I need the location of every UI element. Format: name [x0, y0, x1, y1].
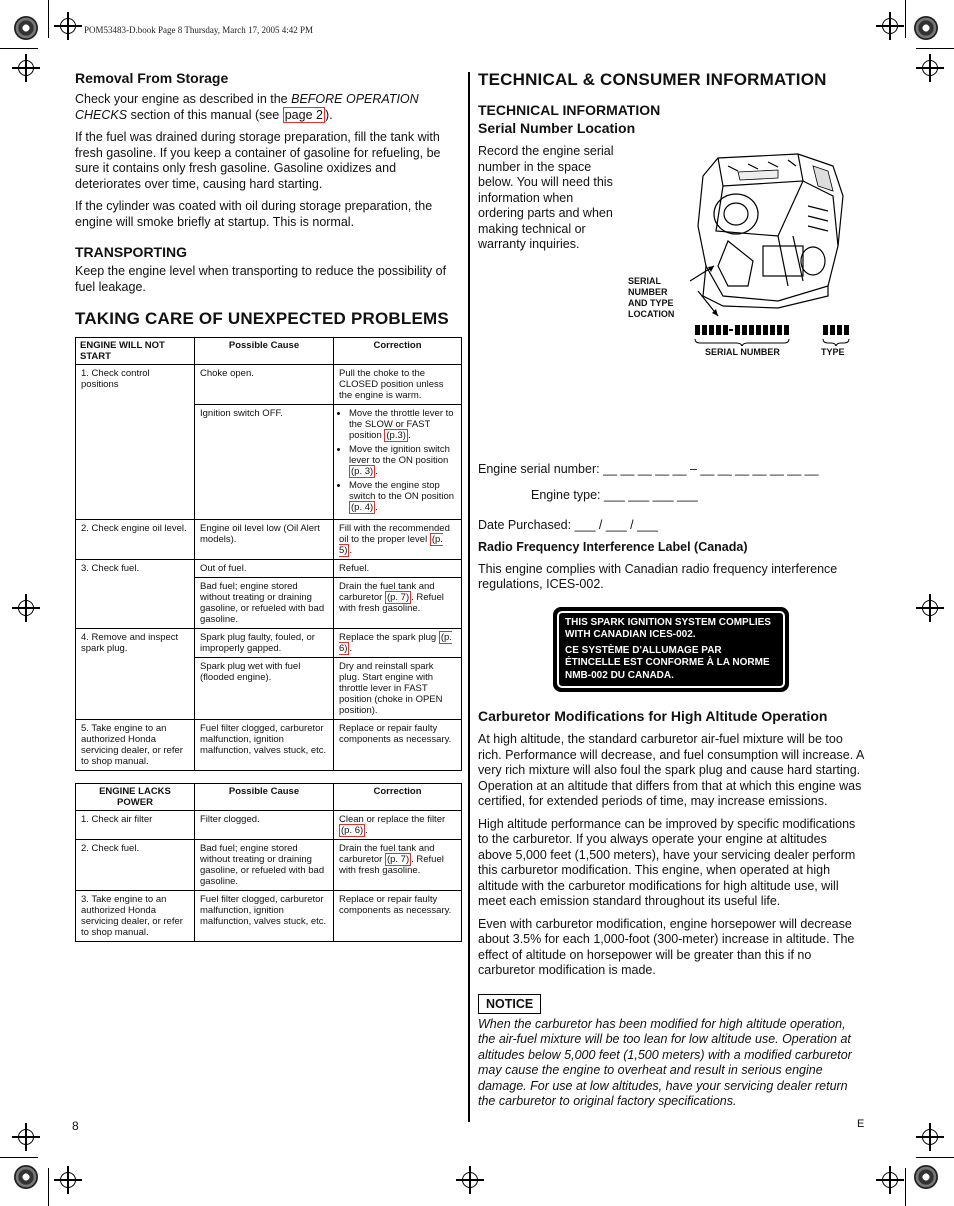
table-cell: 4. Remove and inspect spark plug. [76, 629, 195, 720]
table-cell: Clean or replace the filter (p. 6) . [334, 811, 462, 840]
table-row [76, 560, 462, 578]
table-cell: 2. Check fuel. [76, 840, 195, 891]
table-cell: Bad fuel; engine stored without treating or draining gasoline, or refueled with bad gasoline. [195, 840, 334, 891]
table-header-row [76, 338, 462, 365]
table-cell: Drain the fuel tank and carburetor (p. 7) . Refuel with fresh gasoline. [334, 578, 462, 629]
color-registration-mark [914, 1165, 938, 1189]
serial-number-callout: SERIAL NUMBER AND TYPE LOCATION [628, 276, 675, 319]
carburetor-paragraph-2: High altitude performance can be improved by specific modifications to the carburetor. If you always operate your engine at altitudes above 5,000 feet (1,500 meters), have your servicing dealer perform this carburetor modification. This engine, when operated at high altitude with the carburetor modifications for high altitude use, will meet each emission standard throughout its useful life. [478, 816, 856, 908]
registration-crosshair-icon [882, 1172, 898, 1188]
engine-will-not-start-table [75, 337, 462, 771]
column-header: ENGINE WILL NOT START [76, 338, 195, 365]
registration-crosshair-icon [18, 600, 34, 616]
registration-crosshair-icon [922, 1129, 938, 1145]
crop-mark [0, 48, 38, 49]
table-cell: Filter clogged. [195, 811, 334, 840]
removal-paragraph-3: If the cylinder was coated with oil during storage preparation, the engine will smoke briefly at startup. This is normal. [75, 199, 433, 229]
table-row [76, 811, 462, 840]
column-header: Correction [334, 338, 462, 365]
table-cell: 2. Check engine oil level. [76, 520, 195, 560]
table-cell: Fill with the recommended oil to the proper level (p. 5) . [334, 520, 462, 560]
table-row [76, 629, 462, 658]
table-cell: 3. Check fuel. [76, 560, 195, 629]
page-ref-link[interactable]: (p. 6) [339, 632, 452, 654]
notice-paragraph: When the carburetor has been modified for high altitude operation, the air-fuel mixture will be too lean for low altitude use. Operation at altitudes below 5,000 feet (1,500 meters) with a modified carburetor may cause the engine to overheat and result in serious engine damage. For use at low altitudes, have your servicing dealer return the carburetor to original factory specifications. [478, 1016, 852, 1108]
registration-crosshair-icon [18, 1129, 34, 1145]
registration-crosshair-icon [922, 60, 938, 76]
column-header: Possible Cause [195, 784, 334, 811]
table-cell: Fuel filter clogged, carburetor malfunction, ignition malfunction, valves stuck, etc. [195, 891, 334, 942]
column-header: ENGINE LACKS POWER [76, 784, 195, 811]
page-ref-link[interactable]: (p. 6) [341, 825, 364, 836]
table-row [76, 365, 462, 405]
table-cell: Replace or repair faulty components as necessary. [334, 891, 462, 942]
engine-lacks-power-table [75, 783, 462, 942]
table-row [76, 520, 462, 560]
page-ref-link[interactable]: (p. 7) [386, 854, 410, 865]
transporting-paragraph: Keep the engine level when transporting to reduce the possibility of fuel leakage. [75, 264, 447, 294]
color-registration-mark [14, 1165, 38, 1189]
table-row [76, 891, 462, 942]
page-ref-link[interactable]: (p. 4) [351, 502, 374, 513]
engine-type-field[interactable]: Engine type: ___ ___ ___ ___ [531, 488, 698, 502]
transporting-heading: TRANSPORTING [75, 244, 187, 260]
crop-mark [905, 0, 906, 38]
carburetor-paragraph-1: At high altitude, the standard carburetor air-fuel mixture will be too rich. Performance will decrease, and fuel consumption will increase. A very rich mixture will also foul the spark plug and cause hard starting. Operation at an altitude that differs from that at which this engine was certified, for extended periods of time, may increase emissions. [478, 732, 864, 808]
engine-serial-number-field[interactable]: Engine serial number: __ __ __ __ __ – __ __ __ __ __ __ __ [478, 462, 819, 476]
table-cell: Spark plug wet with fuel (flooded engine). [195, 658, 334, 720]
color-registration-mark [14, 16, 38, 40]
removal-from-storage-heading: Removal From Storage [75, 70, 229, 86]
left-column [75, 70, 463, 954]
page-ref-link[interactable]: (p. 3) [351, 466, 374, 477]
color-registration-mark [914, 16, 938, 40]
table-cell: 3. Take engine to an authorized Honda servicing dealer, or refer to shop manual. [76, 891, 195, 942]
column-header: Possible Cause [195, 338, 334, 365]
page-2-link[interactable]: page 2 [284, 107, 323, 122]
table-cell: Choke open. [195, 365, 334, 405]
table-cell: 5. Take engine to an authorized Honda servicing dealer, or refer to shop manual. [76, 720, 195, 771]
label-french-text: CE SYSTÈME D'ALLUMAGE PAR ÉTINCELLE EST CONFORME À LA NORME NMB-002 DU CANADA. [565, 644, 770, 681]
table-cell: Pull the choke to the CLOSED position unless the engine is warm. [334, 365, 462, 405]
table-cell: Bad fuel; engine stored without treating or draining gasoline, or refueled with bad gasoline. [195, 578, 334, 629]
radio-frequency-paragraph: This engine complies with Canadian radio frequency interference regulations, ICES-002. [478, 561, 838, 591]
page-ref-link[interactable]: (p. 7) [386, 592, 410, 603]
removal-paragraph-2: If the fuel was drained during storage preparation, fill the tank with fresh gasoline. If you keep a container of gasoline for refueling, be sure it contains only fresh gasoline. Gasoline oxidizes and deteriorates over time, causing hard starting. [75, 130, 441, 191]
table-row [76, 840, 462, 891]
print-file-info: POM53483-D.book Page 8 Thursday, March 17, 2005 4:42 PM [84, 25, 313, 35]
registration-crosshair-icon [882, 18, 898, 34]
registration-crosshair-icon [462, 1172, 478, 1188]
table-cell: 1. Check air filter [76, 811, 195, 840]
edition-marker: E [857, 1118, 865, 1130]
serial-number-figure [478, 144, 864, 374]
page-ref-link[interactable]: (p.3) [386, 430, 406, 441]
notice-badge: NOTICE [478, 994, 541, 1014]
table-cell: Ignition switch OFF. [195, 405, 334, 520]
crop-mark [48, 0, 49, 38]
table-cell: Out of fuel. [195, 560, 334, 578]
crop-mark [916, 1157, 954, 1158]
table-cell: Replace or repair faulty components as necessary. [334, 720, 462, 771]
radio-frequency-heading: Radio Frequency Interference Label (Canada) [478, 540, 748, 554]
label-english-text: THIS SPARK IGNITION SYSTEM COMPLIES WITH CANADIAN ICES-002. [565, 616, 771, 640]
right-column [478, 70, 864, 1117]
date-purchased-field[interactable]: Date Purchased: ___ / ___ / ___ [478, 518, 658, 532]
table-header-row [76, 784, 462, 811]
carburetor-paragraph-3: Even with carburetor modification, engine horsepower will decrease about 3.5% for each 1,000-foot (300-meter) increase in altitude. The effect of altitude on horsepower will be greater than this if no carburetor modification is made. [478, 916, 855, 977]
table-cell: Replace the spark plug (p. 6) . [334, 629, 462, 658]
registration-crosshair-icon [18, 60, 34, 76]
table-cell: Engine oil level low (Oil Alert models). [195, 520, 334, 560]
technical-consumer-heading: TECHNICAL & CONSUMER INFORMATION [478, 70, 827, 89]
page-ref-link[interactable]: (p. 5) [339, 534, 443, 556]
table-cell: Fuel filter clogged, carburetor malfunction, ignition malfunction, valves stuck, etc. [195, 720, 334, 771]
registration-crosshair-icon [60, 18, 76, 34]
carburetor-modifications-heading: Carburetor Modifications for High Altitude Operation [478, 708, 828, 724]
crop-mark [48, 1168, 49, 1206]
serial-number-instructions: Record the engine serial number in the space below. You will need this information when ordering parts and when making technical or warranty inquiries. [478, 144, 614, 251]
table-cell: Refuel. [334, 560, 462, 578]
table-cell: Drain the fuel tank and carburetor (p. 7) . Refuel with fresh gasoline. [334, 840, 462, 891]
correction-bullet: • Move the ignition switch lever to the ON position (p. 3) . [349, 444, 456, 477]
table-cell: 1. Check control positions [76, 365, 195, 520]
table-row [76, 720, 462, 771]
crop-mark [916, 48, 954, 49]
correction-bullet: • Move the engine stop switch to the ON position (p. 4) . [349, 480, 456, 513]
table-cell: Dry and reinstall spark plug. Start engine with throttle lever in FAST position (choke in OPEN position). [334, 658, 462, 720]
removal-paragraph-1: Check your engine as described in the BEFORE OPERATION CHECKS section of this manual (see page 2 ). [75, 92, 419, 122]
page-number: 8 [72, 1119, 79, 1133]
serial-number-location-heading: Serial Number Location [478, 120, 636, 136]
registration-crosshair-icon [60, 1172, 76, 1188]
column-divider [468, 72, 470, 1122]
serial-number-label: SERIAL NUMBER [705, 347, 780, 357]
table-cell: Spark plug faulty, fouled, or improperly gapped. [195, 629, 334, 658]
table-cell [334, 405, 462, 520]
technical-information-heading: TECHNICAL INFORMATION [478, 102, 661, 118]
correction-bullet: • Move the throttle lever to the SLOW or FAST position (p.3) . [349, 408, 456, 441]
ices-compliance-label [553, 607, 789, 693]
registration-crosshair-icon [922, 600, 938, 616]
unexpected-problems-heading: TAKING CARE OF UNEXPECTED PROBLEMS [75, 309, 449, 328]
column-header: Correction [334, 784, 462, 811]
crop-mark [905, 1168, 906, 1206]
type-label: TYPE [821, 347, 845, 357]
crop-mark [0, 1157, 38, 1158]
